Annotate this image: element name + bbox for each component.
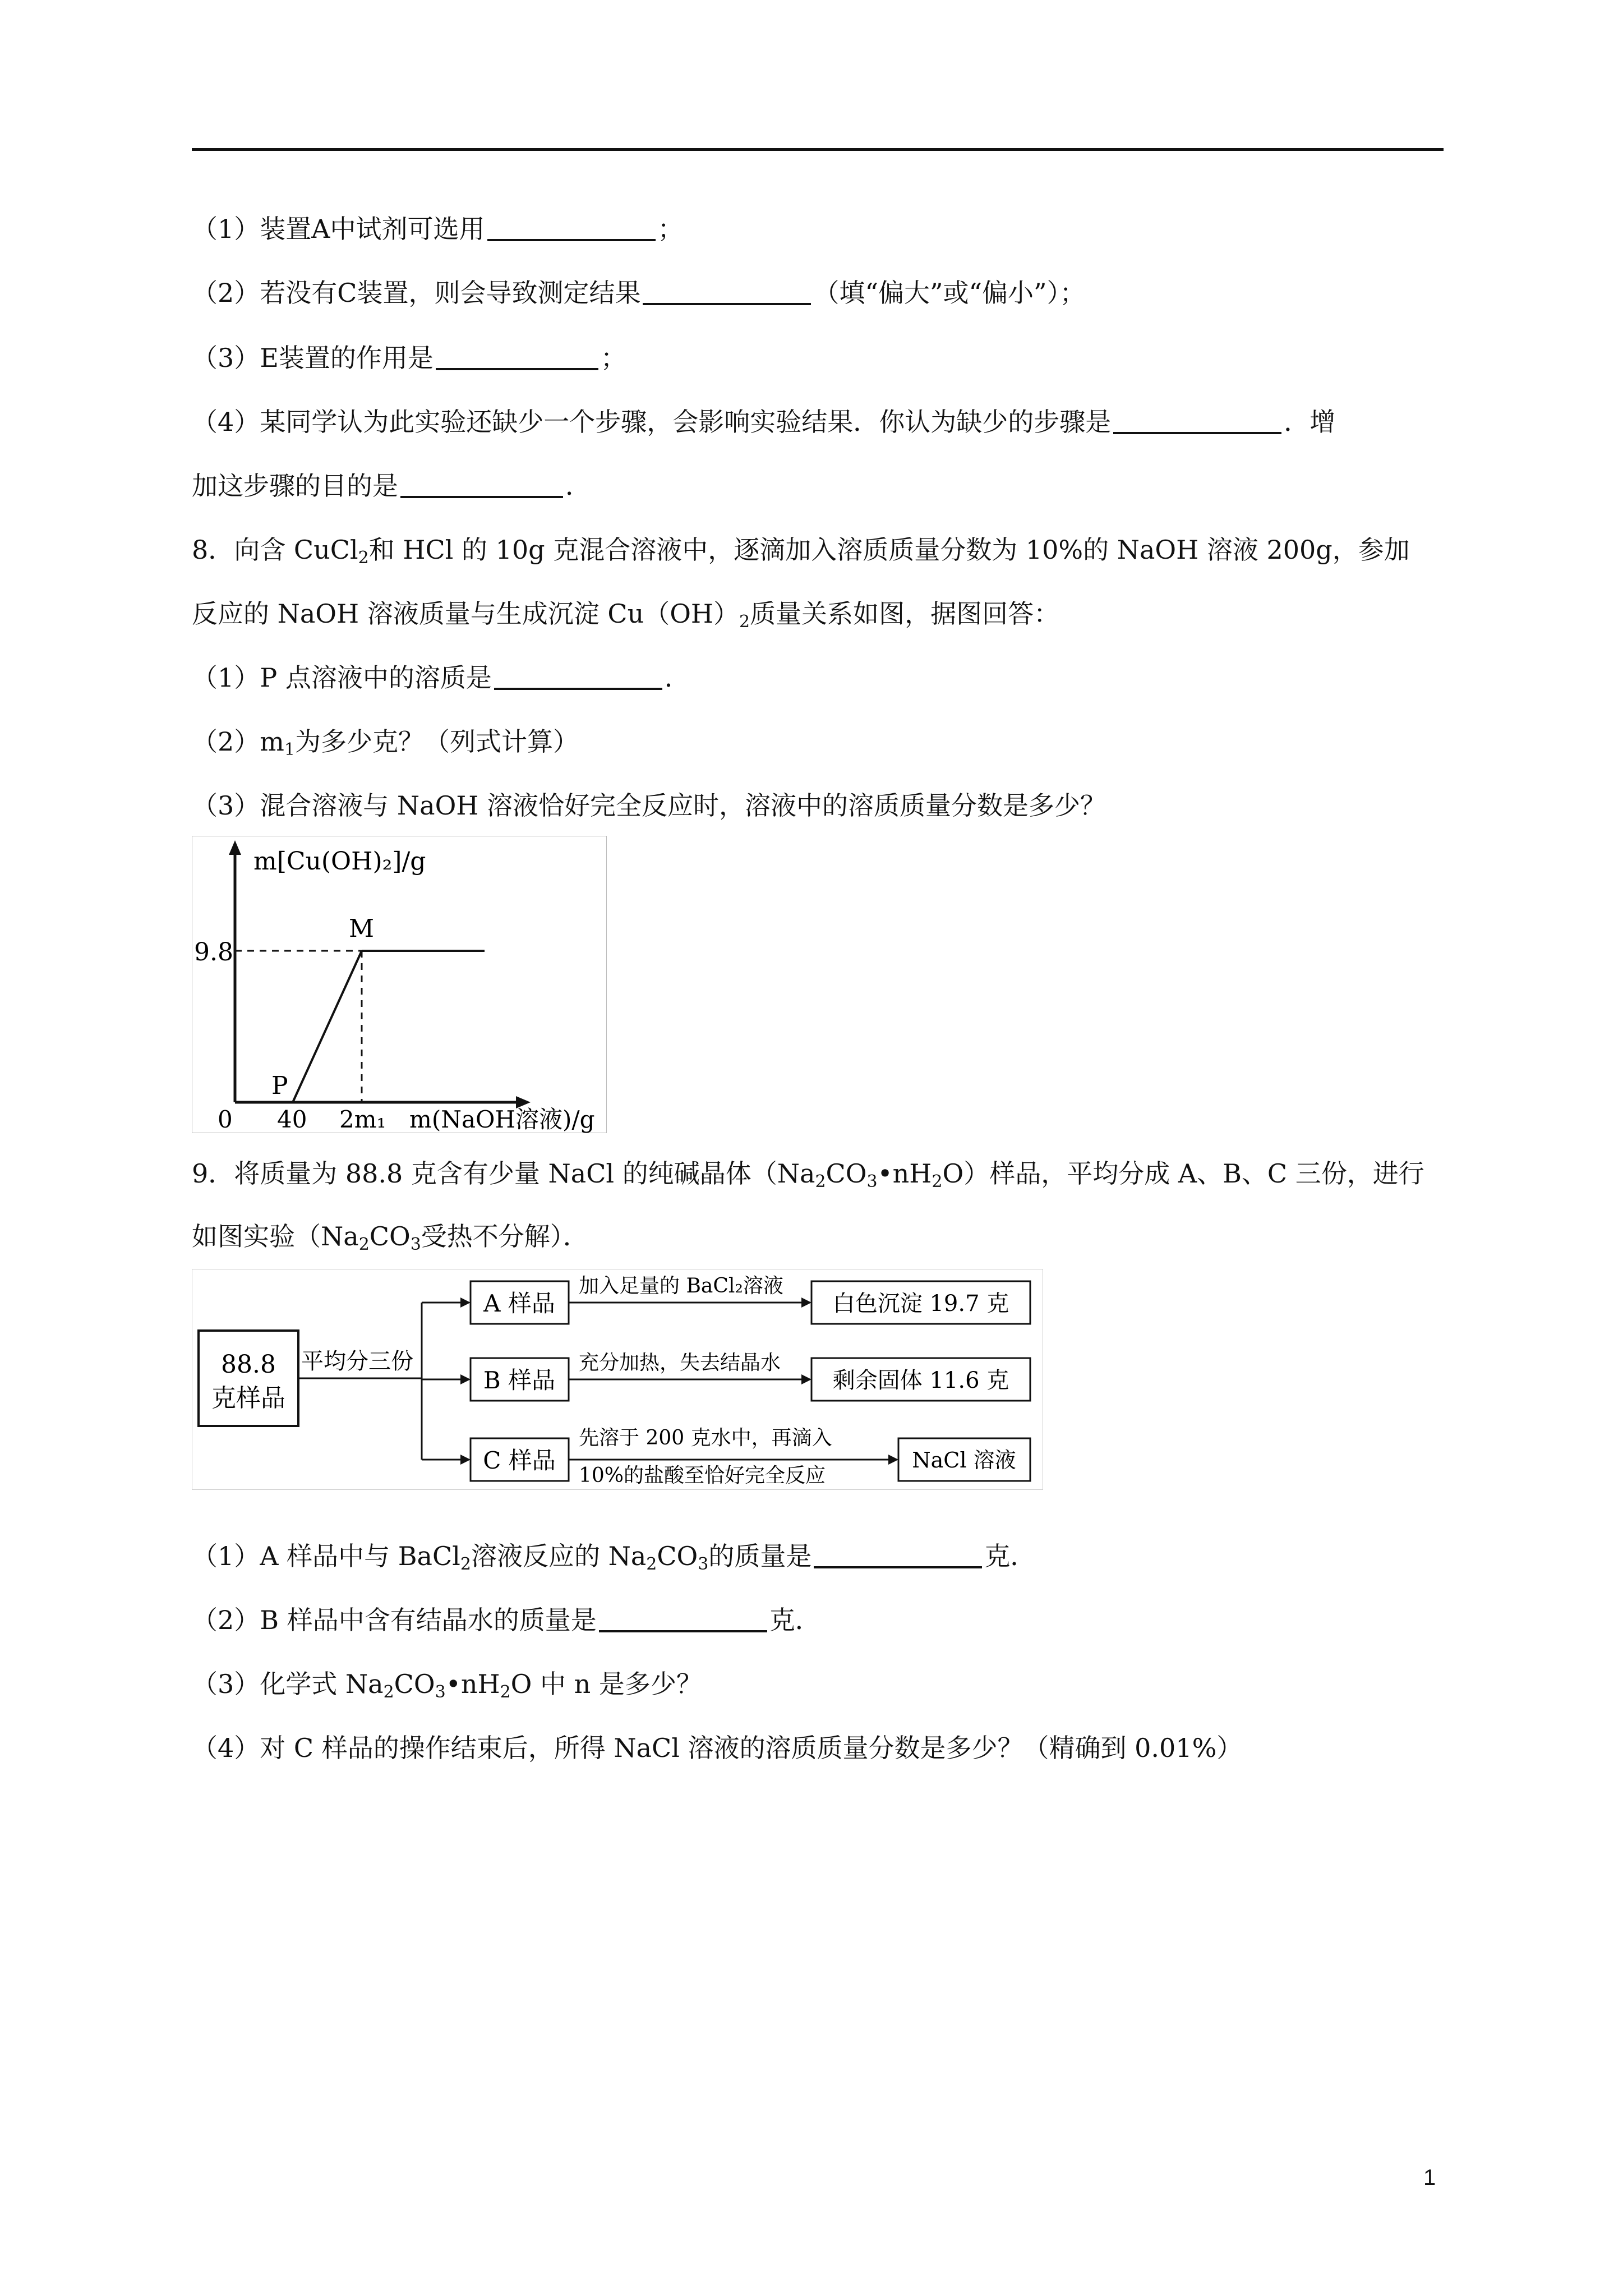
q9-part2: （2）B 样品中含有结晶水的质量是 克． [192, 1605, 821, 1635]
x-axis-label: m(NaOH溶液)/g [409, 1106, 595, 1133]
b-result-label: 剩余固体 11.6 克 [832, 1368, 1009, 1393]
answer-blank[interactable] [494, 662, 662, 690]
c-sample-label: C 样品 [483, 1447, 556, 1474]
answer-blank[interactable] [1113, 406, 1281, 434]
q8-part3: （3）混合溶液与 NaOH 溶液恰好完全反应时，溶液中的溶质质量分数是多少？ [192, 790, 1106, 821]
sample-label-line1: 88.8 [221, 1350, 276, 1379]
c-process-label-2: 10%的盐酸至恰好完全反应 [579, 1464, 826, 1487]
a-sample-label: A 样品 [483, 1290, 555, 1317]
q7-part1: （1）装置A中试剂可选用 ； [192, 214, 684, 244]
answer-blank[interactable] [814, 1540, 982, 1568]
split-label: 平均分三份 [301, 1349, 413, 1374]
c-result-label: NaCl 溶液 [912, 1448, 1016, 1473]
q7-part4-cont: 加这步骤的目的是 ． [192, 471, 591, 501]
answer-blank[interactable] [436, 342, 598, 370]
answer-blank[interactable] [487, 213, 656, 241]
answer-blank[interactable] [599, 1604, 767, 1632]
q8-part2: $(2)m_1$为多少克？（列式计算） [192, 726, 579, 760]
q9-part4: （4）对 C 样品的操作结束后，所得 NaCl 溶液的溶质质量分数是多少？（精确到 0.01%） [192, 1733, 1243, 1763]
q9-stem-line2: 如图实验（$Na_2CO_3$受热不分解）． [192, 1221, 589, 1254]
q7-part4: （4）某同学认为此实验还缺少一个步骤，会影响实验结果．你认为缺少的步骤是 ．增 [192, 407, 1336, 437]
a-process-label: 加入足量的 BaCl₂溶液 [579, 1274, 783, 1297]
a-result-label: 白色沉淀 19.7 克 [832, 1291, 1009, 1317]
q7-part3: （3）E装置的作用是 ； [192, 343, 626, 373]
y-axis-label: m[Cu(OH)₂]/g [253, 847, 426, 876]
q8-stem-line2: 反应的 NaOH 溶液质量与生成沉淀 $Cu(OH)_2$质量关系如图，据图回答： [192, 599, 1060, 632]
page-number: 1 [1423, 2165, 1436, 2190]
sample-label-line2: 克样品 [211, 1384, 285, 1412]
q9-stem-line1: 9．将质量为 88.8 克含有少量 NaCl 的纯碱晶体$(Na_2CO_3•nH_2O)$样品，平均分成 A、B、C 三份，进行 [192, 1158, 1424, 1191]
c-process-label-1: 先溶于 200 克水中，再滴入 [579, 1427, 832, 1450]
origin-label: 0 [218, 1106, 233, 1133]
x-tick-label-2: 2m₁ [339, 1106, 386, 1133]
answer-blank[interactable] [400, 470, 563, 498]
q8-graph [192, 836, 607, 1133]
b-sample-label: B 样品 [483, 1366, 556, 1394]
b-process-label: 充分加热，失去结晶水 [579, 1351, 781, 1374]
header-rule [192, 148, 1444, 151]
x-tick-label-1: 40 [277, 1106, 307, 1133]
point-p-label: P [271, 1071, 288, 1100]
point-m-label: M [349, 914, 375, 943]
q9-part1: （1）A 样品中与 BaCl$_2$溶液反应的 $Na_2CO_3$的质量是 克． [192, 1541, 1036, 1574]
q9-part3: （3）化学式 $Na_2CO_3•nH_2O$ 中 n 是多少？ [192, 1669, 702, 1702]
q8-stem-line1: 8．向含 CuCl$_2$和 HCl 的 10g 克混合溶液中，逐滴加入溶质质量分数为 10%的 NaOH 溶液 200g，参加 [192, 535, 1410, 568]
answer-blank[interactable] [643, 277, 811, 305]
q7-part2: （2）若没有C装置，则会导致测定结果 （填“偏大”或“偏小”）； [192, 278, 1086, 308]
y-tick-label: 9.8 [194, 938, 233, 967]
q8-part1: （1）P 点溶液中的溶质是 ． [192, 662, 690, 693]
q9-flow-diagram [192, 1269, 1043, 1490]
